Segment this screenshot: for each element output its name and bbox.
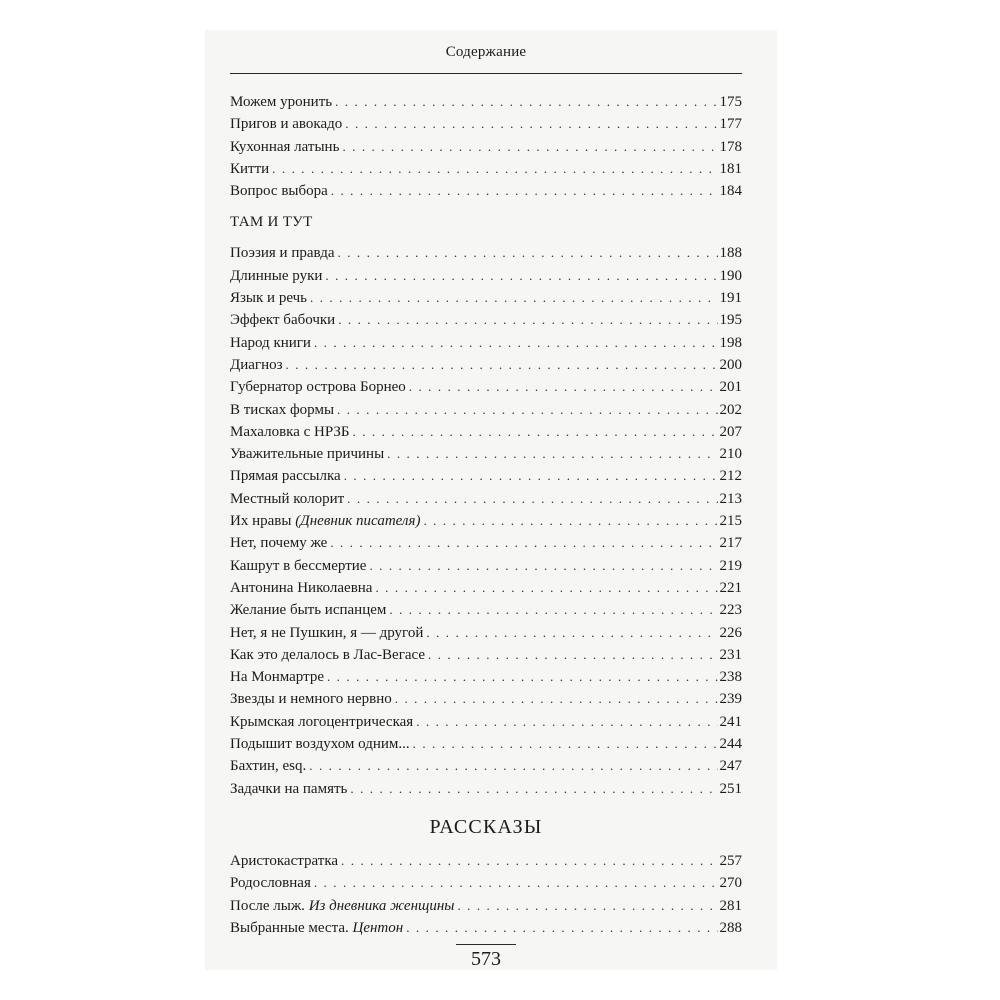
toc-entry-title-text: Губернатор острова Борнео (230, 379, 406, 396)
toc-entry-title-text: Прямая рассылка (230, 468, 341, 485)
toc-entry-page-number: 213 (719, 490, 742, 507)
toc-entry (230, 287, 742, 309)
toc-entry-page-number: 244 (719, 736, 742, 753)
dot-leader (413, 733, 718, 755)
dot-leader (272, 158, 717, 180)
toc-entry-title-text: Антонина Николаевна (230, 579, 373, 596)
toc-entry-title-text: Выбранные места. (230, 919, 349, 936)
toc-entry-title (230, 332, 314, 354)
toc-entry-page-number: 215 (719, 513, 742, 530)
toc-entry (230, 599, 742, 621)
toc-entry-page-number: 198 (719, 334, 742, 351)
toc-entry-title-italic: (Дневник писателя) (295, 513, 421, 530)
toc-entry (230, 555, 742, 577)
dot-leader (325, 265, 717, 287)
toc-entry-page-number: 200 (719, 356, 742, 373)
toc-entry (230, 733, 742, 755)
toc-entry (230, 532, 742, 554)
toc-entry-page-number: 247 (719, 758, 742, 775)
toc-entry-page-number: 231 (719, 646, 742, 663)
dot-leader (350, 778, 717, 800)
toc-entry (230, 917, 742, 939)
toc-entry-page-number: 188 (719, 245, 742, 262)
toc-entry-page-number: 181 (719, 160, 742, 177)
dot-leader (423, 510, 717, 532)
toc-entry (230, 755, 742, 777)
toc-entry-title (230, 778, 350, 800)
toc-entry-title (230, 850, 341, 872)
toc-entry-page-number: 257 (719, 852, 742, 869)
dot-leader (341, 850, 717, 872)
toc-entry (230, 895, 742, 917)
dot-leader (395, 688, 718, 710)
toc-entry-title (230, 376, 409, 398)
toc-entry (230, 688, 742, 710)
dot-leader (457, 895, 717, 917)
toc-entry (230, 242, 742, 264)
running-head: Содержание (445, 44, 527, 60)
section-heading-tam-i-tut: ТАМ И ТУТ (230, 214, 313, 231)
toc-entry-title-text: Можем уронить (230, 94, 333, 110)
page-number: 573 (471, 948, 501, 970)
toc-entry-title-text: На Монмартре (230, 669, 324, 686)
toc-entry-title (230, 688, 395, 710)
dot-leader (426, 622, 717, 644)
toc-entry (230, 443, 742, 465)
dot-leader (335, 91, 717, 113)
toc-group-3 (230, 850, 742, 939)
toc-entry-page-number: 201 (719, 379, 742, 396)
toc-entry-title-text: Диагноз (230, 356, 283, 373)
toc-entry (230, 91, 742, 113)
toc-entry (230, 510, 742, 532)
toc-entry (230, 354, 742, 376)
dot-leader (428, 644, 717, 666)
toc-entry-page-number: 221 (719, 579, 742, 596)
toc-entry-page-number: 217 (719, 535, 742, 552)
toc-entry-page-number: 191 (719, 290, 742, 307)
toc-entry-title (230, 354, 286, 376)
toc-entry-title (230, 555, 369, 577)
toc-entry-title-text: Задачки на память (230, 780, 348, 797)
dot-leader (416, 711, 717, 733)
toc-entry-title (230, 733, 413, 755)
toc-entry-title (230, 242, 338, 264)
toc-entry-page-number: 219 (719, 557, 742, 574)
dot-leader (406, 917, 717, 939)
toc-entry-title (230, 91, 335, 113)
section-heading-rasskazy: РАССКАЗЫ (429, 815, 543, 838)
toc-entry-page-number: 270 (719, 875, 742, 892)
dot-leader (369, 555, 717, 577)
dot-leader (331, 180, 718, 202)
toc-entry-title-text: Крымская логоцентрическая (230, 713, 414, 730)
toc-entry-title-text: Их нравы (230, 513, 292, 530)
toc-entry-title (230, 265, 325, 287)
dot-leader (286, 354, 718, 376)
toc-entry-page-number: 184 (719, 183, 742, 200)
dot-leader (342, 136, 717, 158)
toc-entry-title-italic: Центон (352, 919, 404, 936)
toc-entry-title (230, 622, 426, 644)
toc-entry (230, 465, 742, 487)
toc-entry-title-text: Нет, почему же (230, 535, 328, 552)
toc-entry-page-number: 288 (719, 919, 742, 936)
toc-entry-title (230, 488, 347, 510)
toc-entry-title-text: Как это делалось в Лас-Вегасе (230, 646, 426, 663)
toc-entry-title-italic: Из дневника женщины (308, 897, 455, 914)
table-of-contents (230, 91, 742, 939)
dot-leader (389, 599, 717, 621)
dot-leader (409, 376, 718, 398)
toc-group-1 (230, 91, 742, 202)
toc-entry-page-number: 239 (719, 691, 742, 708)
toc-entry (230, 265, 742, 287)
toc-entry-title (230, 755, 309, 777)
toc-entry-page-number: 281 (719, 897, 742, 914)
toc-entry-title-text: Язык и речь (230, 290, 307, 307)
toc-entry-title (230, 917, 406, 939)
dot-leader (310, 287, 718, 309)
toc-entry-page-number: 238 (719, 669, 742, 686)
toc-entry (230, 158, 742, 180)
toc-entry-title-text: Пригов и авокадо (230, 116, 343, 133)
toc-entry (230, 488, 742, 510)
toc-entry-title (230, 872, 314, 894)
toc-entry-title (230, 666, 327, 688)
toc-group-2 (230, 242, 742, 799)
toc-entry-title-text: Вопрос выбора (230, 183, 328, 200)
toc-entry-title-text: Местный колорит (230, 490, 345, 507)
toc-entry-title-text: Поэзия и правда (230, 245, 335, 262)
dot-leader (314, 332, 718, 354)
toc-entry-title-text: Подышит воздухом одним... (230, 736, 410, 753)
toc-entry-page-number: 177 (719, 116, 742, 133)
toc-entry-title (230, 443, 387, 465)
toc-entry (230, 136, 742, 158)
dot-leader (338, 309, 717, 331)
dot-leader (338, 242, 718, 264)
toc-entry-title (230, 577, 375, 599)
toc-entry (230, 644, 742, 666)
toc-entry-title-text: В тисках формы (230, 401, 335, 418)
toc-entry-page-number: 178 (719, 138, 742, 155)
folio-rule (456, 944, 516, 945)
toc-entry-page-number: 212 (719, 468, 742, 485)
dot-leader (314, 872, 718, 894)
toc-entry (230, 180, 742, 202)
toc-entry (230, 622, 742, 644)
dot-leader (375, 577, 717, 599)
toc-entry-title-text: Кашрут в бессмертие (230, 557, 367, 574)
toc-entry-title (230, 644, 428, 666)
toc-entry-page-number: 207 (719, 423, 742, 440)
toc-entry (230, 666, 742, 688)
toc-entry-page-number: 241 (719, 713, 742, 730)
toc-entry (230, 577, 742, 599)
toc-entry (230, 113, 742, 135)
toc-entry-page-number: 223 (719, 602, 742, 619)
toc-entry (230, 850, 742, 872)
toc-entry (230, 778, 742, 800)
toc-entry-title-text: Бахтин, esq. (230, 758, 307, 775)
toc-entry-page-number: 195 (719, 312, 742, 329)
toc-entry (230, 309, 742, 331)
toc-entry-page-number: 175 (719, 94, 742, 110)
dot-leader (344, 465, 718, 487)
toc-entry-title (230, 711, 416, 733)
dot-leader (387, 443, 717, 465)
toc-entry-title (230, 399, 337, 421)
toc-entry-title (230, 510, 423, 532)
dot-leader (330, 532, 717, 554)
toc-entry-title (230, 287, 310, 309)
toc-entry (230, 872, 742, 894)
toc-entry-page-number: 251 (719, 780, 742, 797)
toc-entry-title (230, 895, 457, 917)
toc-entry-title (230, 113, 345, 135)
toc-entry (230, 421, 742, 443)
header-rule (230, 73, 742, 74)
toc-entry-title-text: Аристокастратка (230, 852, 339, 869)
toc-entry-title-text: Эффект бабочки (230, 312, 336, 329)
toc-entry-title-text: Родословная (230, 875, 311, 892)
toc-entry-title (230, 136, 342, 158)
toc-entry-title (230, 421, 353, 443)
toc-entry-title-text: Махаловка с НРЗБ (230, 423, 350, 440)
toc-entry-page-number: 210 (719, 446, 742, 463)
toc-entry-title-text: Звезды и немного нервно (230, 691, 392, 708)
toc-entry (230, 376, 742, 398)
toc-entry-title-text: Уважительные причины (230, 446, 385, 463)
dot-leader (353, 421, 718, 443)
toc-entry (230, 711, 742, 733)
dot-leader (347, 488, 717, 510)
toc-entry (230, 399, 742, 421)
dot-leader (327, 666, 718, 688)
dot-leader (345, 113, 717, 135)
toc-entry-title-text: Длинные руки (230, 267, 323, 284)
toc-entry-title-text: Китти (230, 160, 270, 177)
toc-entry-title-text: Кухонная латынь (230, 138, 340, 155)
toc-entry-title-text: Народ книги (230, 334, 311, 351)
toc-entry-page-number: 202 (719, 401, 742, 418)
dot-leader (309, 755, 717, 777)
toc-entry-page-number: 226 (719, 624, 742, 641)
toc-entry (230, 332, 742, 354)
toc-entry-title (230, 465, 344, 487)
toc-entry-title-text: Нет, я не Пушкин, я — другой (230, 624, 424, 641)
toc-entry-title-text: Желание быть испанцем (230, 602, 387, 619)
toc-entry-title (230, 599, 389, 621)
toc-entry-title (230, 180, 331, 202)
toc-entry-title (230, 309, 338, 331)
toc-entry-title-text: После лыж. (230, 897, 305, 914)
toc-entry-title (230, 158, 272, 180)
dot-leader (337, 399, 717, 421)
toc-entry-page-number: 190 (719, 267, 742, 284)
toc-entry-title (230, 532, 330, 554)
